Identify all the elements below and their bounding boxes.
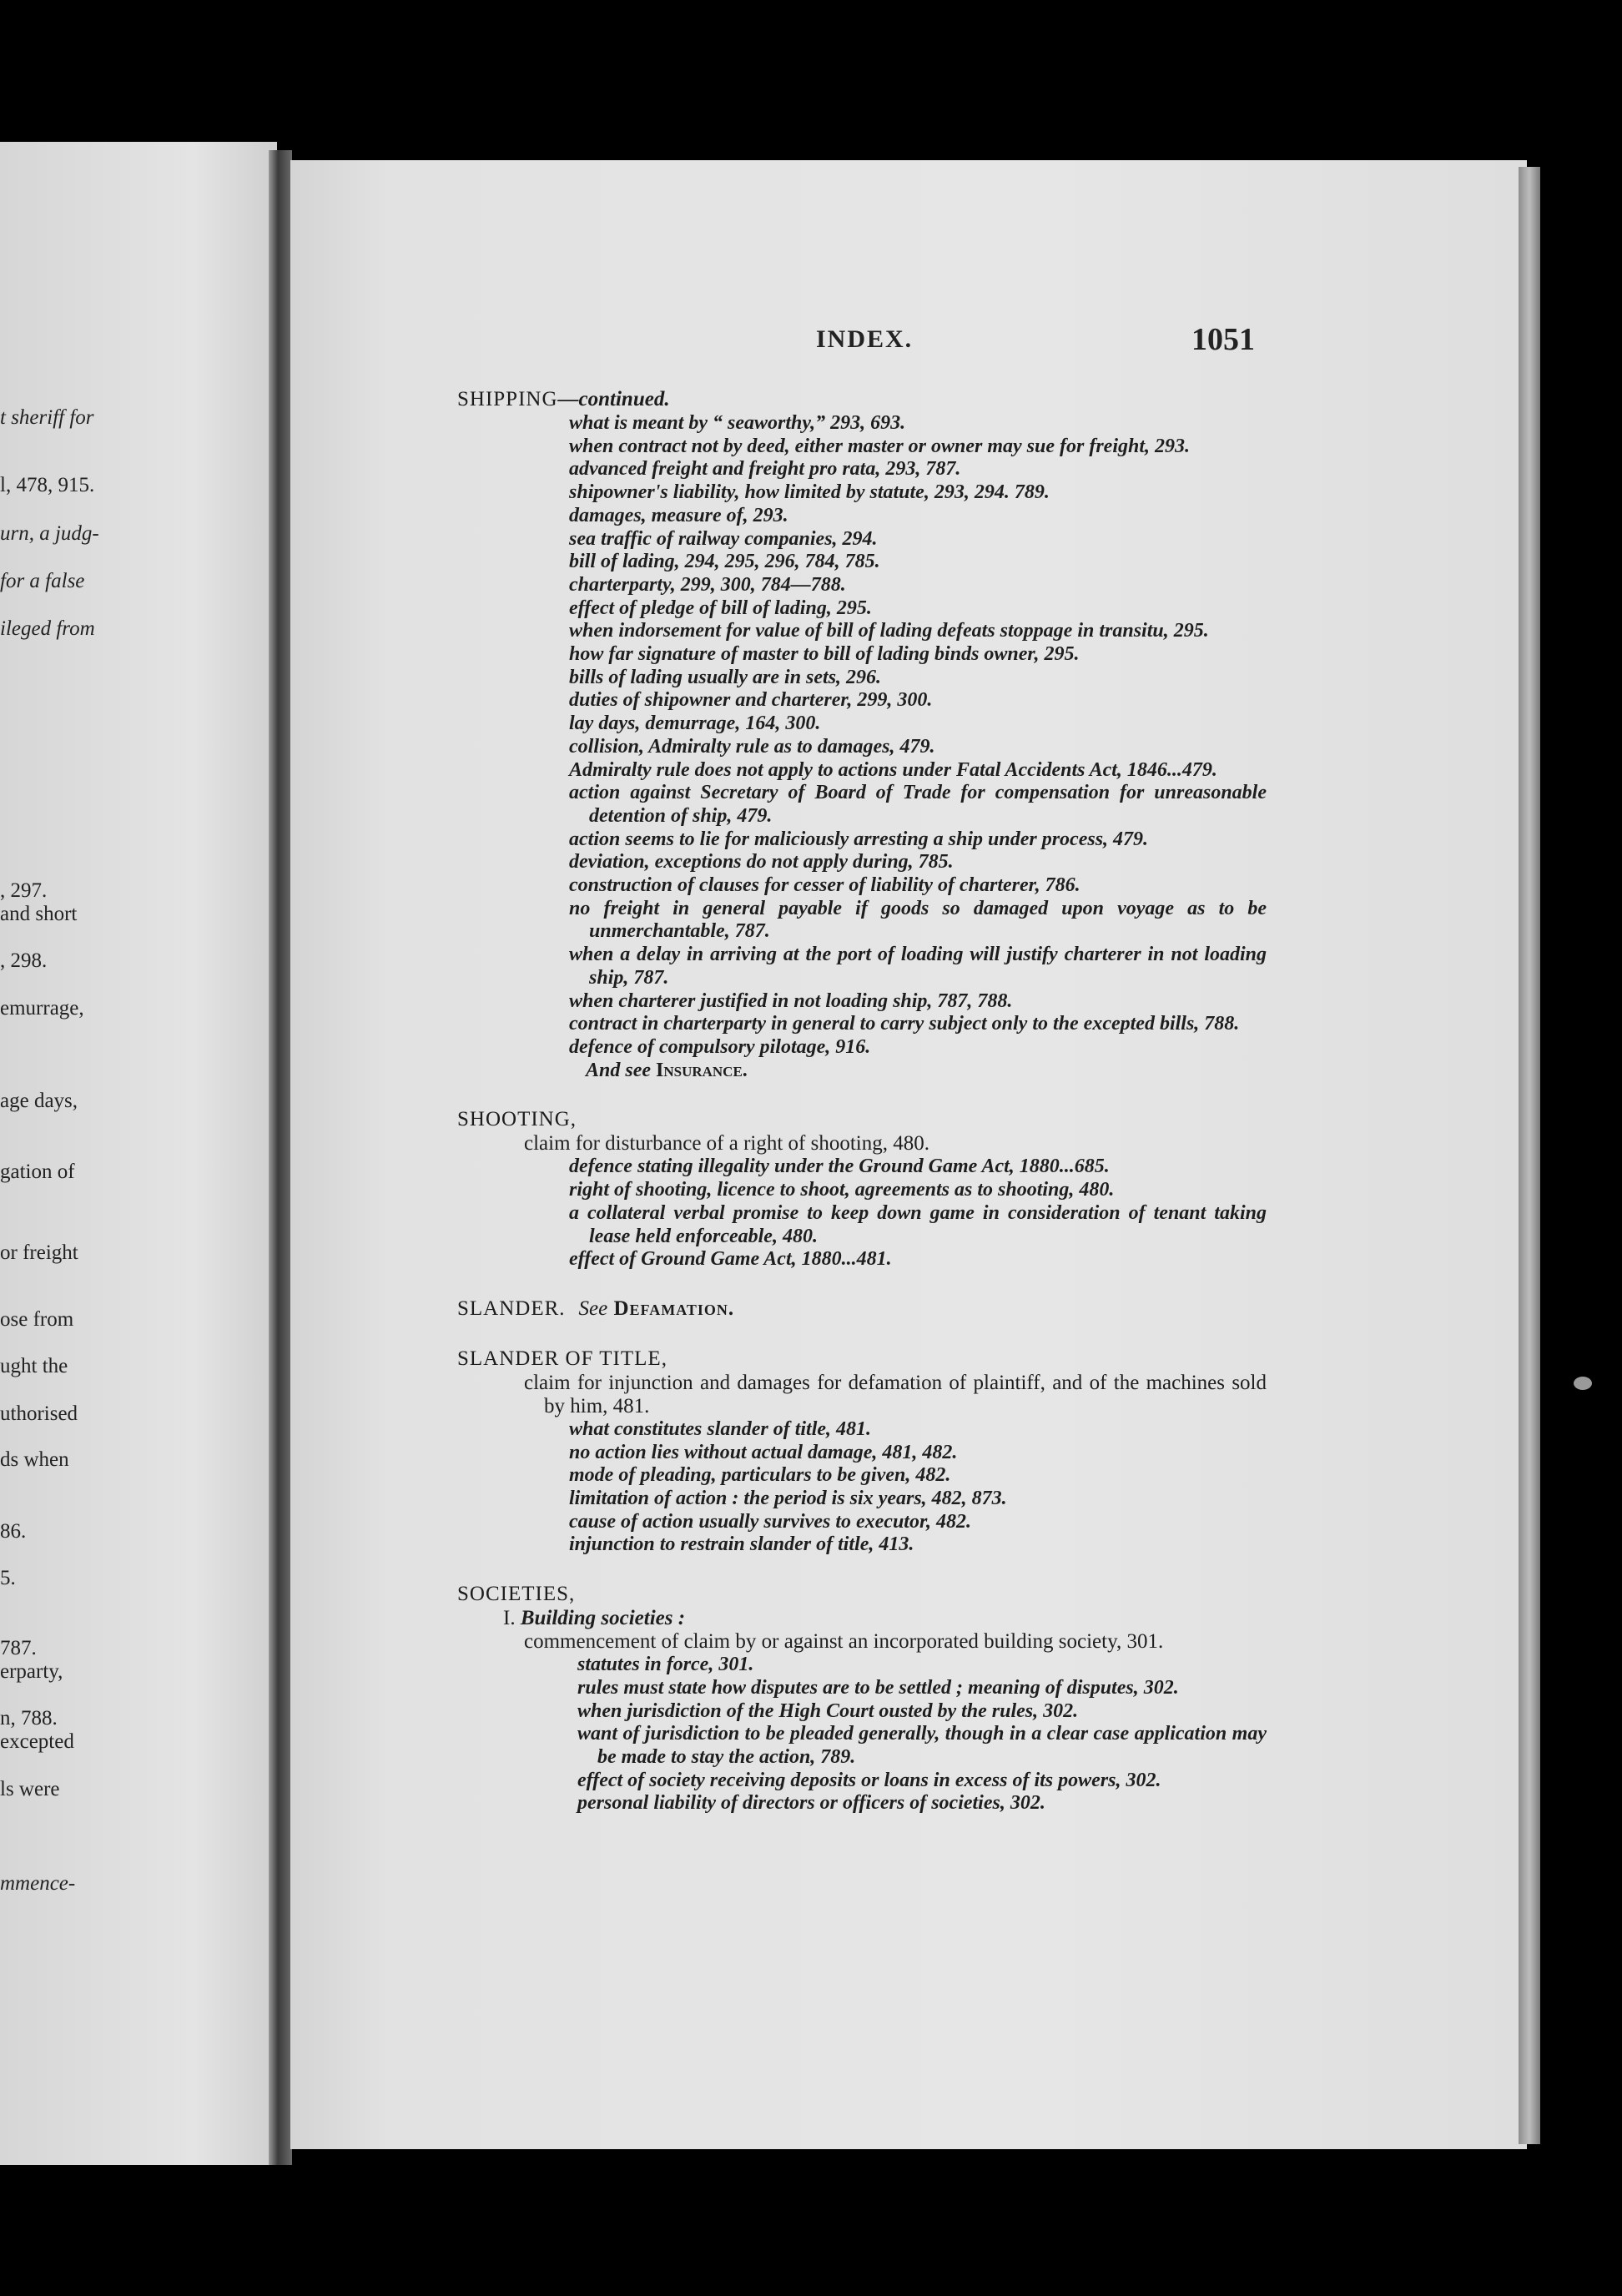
index-entry: action against Secretary of Board of Trade for compensation for unreasonable detention of ship, 479. [569,782,1267,827]
left-page-fragment: n, 788. [0,1707,58,1730]
index-entry: bill of lading, 294, 295, 296, 784, 785. [569,551,880,573]
left-page-fragment: 86. [0,1520,27,1543]
left-page-fragment: ls were [0,1778,60,1800]
index-entry: no freight in general payable if goods so damaged upon voyage as to be unmerchantable, 787. [569,897,1267,943]
societies-entries [457,1654,1267,1815]
left-page-fragment: 5. [0,1567,16,1589]
index-entry: bills of lading usually are in sets, 296. [569,666,882,688]
index-content [457,387,1267,1815]
claim-shooting: claim for disturbance of a right of shooting, 480. [524,1132,929,1156]
heading-slander-of-title: SLANDER OF TITLE, [457,1347,667,1370]
see-also-prefix: And see [586,1059,651,1081]
shipping-entries [457,412,1267,1060]
see-also-entry [494,1060,1267,1083]
left-page-fragment: age days, [0,1090,78,1112]
index-entry: collision, Admiralty rule as to damages, 479. [569,735,935,758]
see-also-target: Insurance. [656,1059,748,1081]
heading-shooting: SHOOTING, [457,1108,577,1131]
index-entry: no action lies without actual damage, 481, 482. [569,1441,958,1463]
index-entry: shipowner's liability, how limited by statute, 293, 294. 789. [569,481,1050,504]
index-entry: mode of pleading, particulars to be given, 482. [569,1464,951,1487]
index-entry: when indorsement for value of bill of lading defeats stoppage in transitu, 295. [569,620,1209,642]
index-entry: when a delay in arriving at the port of loading will justify charterer in not loading ship, 787. [569,944,1267,989]
index-entry: injunction to restrain slander of title, 413. [569,1533,914,1556]
index-entry: charterparty, 299, 300, 784—788. [569,573,846,596]
left-page-fragment: emurrage, [0,997,84,1020]
left-page-fragment: gation of [0,1161,75,1183]
see-target: Defamation. [613,1297,735,1320]
index-entry: duties of shipowner and charterer, 299, 300. [569,689,933,712]
book-gutter [269,150,292,2165]
index-entry: damages, measure of, 293. [569,504,788,526]
left-page-fragment: , 298. [0,949,48,972]
page-edge [1519,167,1540,2144]
index-entry: Admiralty rule does not apply to actions under Fatal Accidents Act, 1846...479. [569,758,1217,781]
left-page-fragment: mmence- [0,1872,76,1895]
shooting-entries [457,1156,1267,1271]
left-page-fragment: urn, a judg- [0,522,99,545]
index-entry: limitation of action : the period is six years, 482, 873. [569,1488,1007,1510]
index-entry: contract in charterparty in general to carry subject only to the excepted bills, 788. [569,1013,1240,1035]
heading-slander [457,1297,1267,1322]
running-header: INDEX. [816,325,914,353]
heading-societies: SOCIETIES, [457,1583,576,1606]
heading-label: SHIPPING [457,388,558,410]
index-entry: advanced freight and freight pro rata, 293, 787. [569,458,961,481]
index-entry: what is meant by “ seaworthy,” 293, 693. [569,412,906,434]
left-page-fragment: t sheriff for [0,406,94,429]
index-entry: when contract not by deed, either master or owner may sue for freight, 293. [569,435,1190,457]
index-entry: right of shooting, licence to shoot, agreements as to shooting, 480. [569,1179,1115,1201]
subheading-building-societies [457,1607,1267,1630]
claim-slander-of-title: claim for injunction and damages for defamation of plaintiff, and of the machines sold by him, 481. [524,1371,1267,1417]
index-entry: what constitutes slander of title, 481. [569,1417,872,1440]
left-page-fragment: ose from [0,1308,74,1331]
index-entry: want of jurisdiction to be pleaded generally, though in a clear case application may be made to stay the action, 789. [577,1723,1267,1768]
index-entry: how far signature of master to bill of lading binds owner, 295. [569,643,1080,666]
index-entry: when jurisdiction of the High Court ousted by the rules, 302. [577,1699,1079,1722]
index-entry: rules must state how disputes are to be settled ; meaning of disputes, 302. [577,1676,1179,1699]
left-page [0,142,277,2165]
index-entry: statutes in force, 301. [577,1654,754,1676]
heading-shipping [457,387,1267,412]
subheading-number: I. [503,1607,516,1630]
left-page-fragment: ds when [0,1448,69,1471]
claim-societies: commencement of claim by or against an incorporated building society, 301. [524,1630,1164,1654]
left-page-fragment: and short [0,903,78,925]
index-entry: deviation, exceptions do not apply during, 785. [569,851,954,874]
index-entry: cause of action usually survives to executor, 482. [569,1510,971,1533]
index-entry: lay days, demurrage, 164, 300. [569,712,821,735]
index-entry: when charterer justified in not loading ship, 787, 788. [569,989,1013,1012]
heading-label: SLANDER. [457,1297,566,1320]
index-entry: personal liability of directors or officers of societies, 302. [577,1792,1045,1815]
left-page-fragment: ileged from [0,617,95,640]
index-entry: a collateral verbal promise to keep down game in consideration of tenant taking lease held enforceable, 480. [569,1201,1267,1247]
index-entry: effect of pledge of bill of lading, 295. [569,597,872,619]
page-number: 1051 [1191,322,1255,357]
index-entry: sea traffic of railway companies, 294. [569,527,878,550]
left-page-fragment: erparty, [0,1660,63,1683]
index-entry: effect of society receiving deposits or loans in excess of its powers, 302. [577,1769,1161,1791]
index-entry: construction of clauses for cesser of liability of charterer, 786. [569,874,1080,897]
left-page-fragment: 787. [0,1637,37,1659]
index-entry: defence stating illegality under the Ground Game Act, 1880...685. [569,1156,1110,1178]
left-page-fragment: uthorised [0,1402,78,1425]
index-entry: defence of compulsory pilotage, 916. [569,1035,871,1058]
left-page-fragment: , 297. [0,879,48,902]
index-entry: effect of Ground Game Act, 1880...481. [569,1248,892,1271]
slander-of-title-entries [457,1418,1267,1557]
continued-label: —continued. [557,388,670,410]
index-entry: action seems to lie for maliciously arresting a ship under process, 479. [569,828,1149,850]
left-page-fragment: l, 478, 915. [0,474,95,496]
left-page-fragment: or freight [0,1241,78,1264]
page-speck [1574,1377,1592,1390]
see-prefix: See [578,1297,608,1320]
left-page-fragment: for a false [0,570,85,592]
left-page-fragment: ught the [0,1355,68,1377]
left-page-fragment: excepted [0,1730,74,1753]
subheading-label: Building societies : [520,1607,686,1630]
